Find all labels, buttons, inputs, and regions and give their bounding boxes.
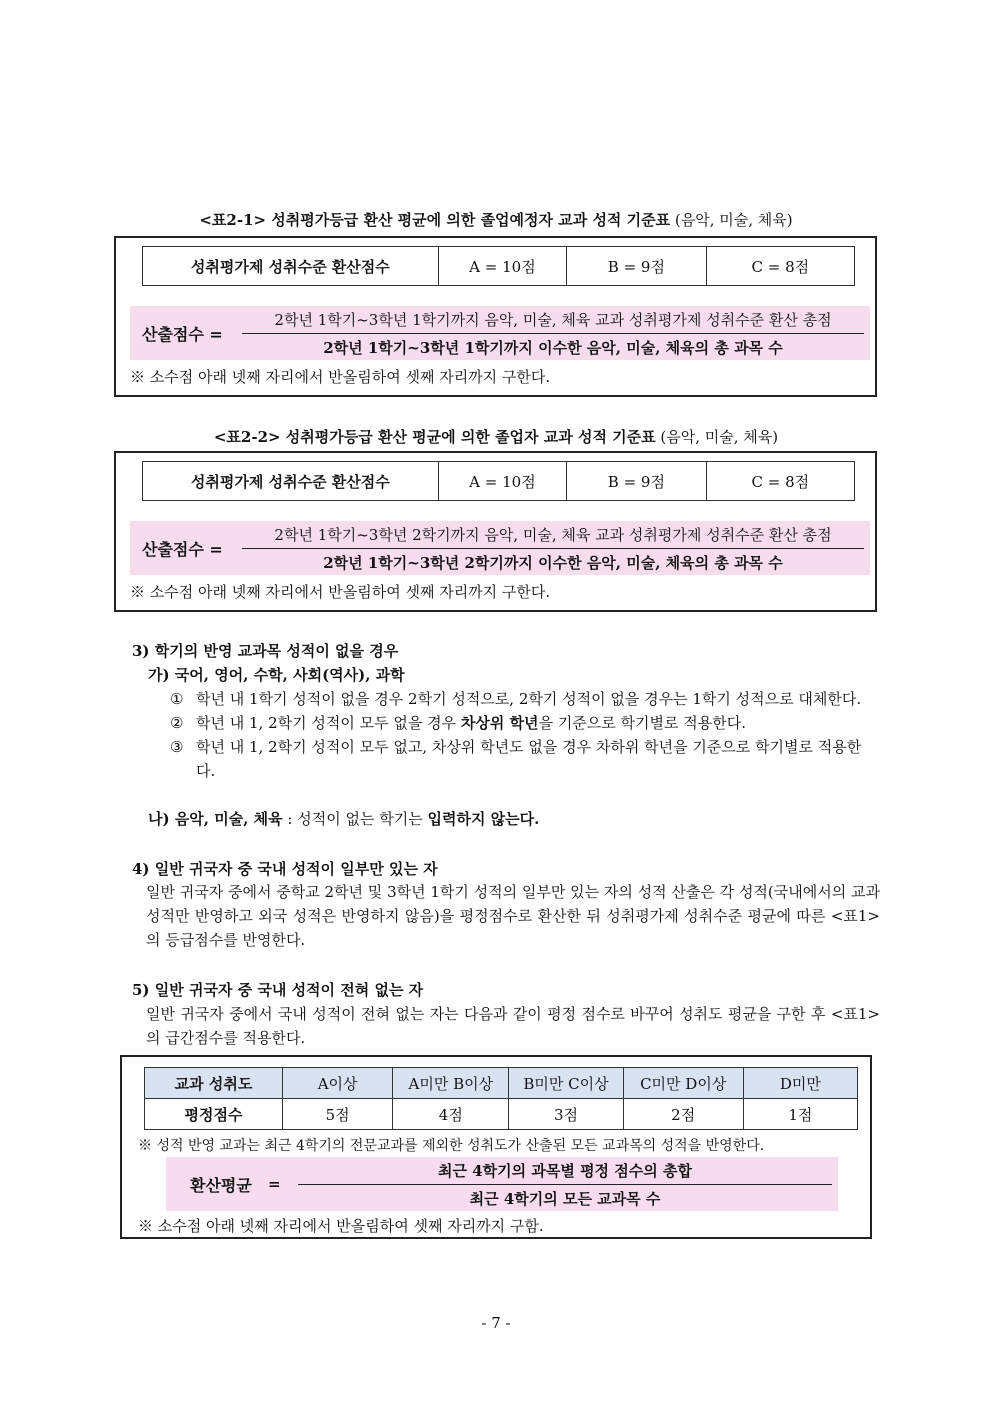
table-row bbox=[143, 462, 855, 501]
table-3-frame bbox=[120, 1055, 872, 1239]
table-2-2-caption bbox=[0, 426, 992, 447]
grade-b-cell: B = 9점 bbox=[567, 462, 706, 501]
table-2-2-grade-table bbox=[142, 461, 855, 501]
score-cell: 4점 bbox=[393, 1099, 509, 1130]
formula-label: 산출점수 = bbox=[142, 324, 223, 344]
table-2-2-frame bbox=[114, 451, 877, 612]
formula-numerator: 2학년 1학기~3학년 1학기까지 음악, 미술, 체육 교과 성취평가제 성취수준 환산 총점 bbox=[242, 307, 864, 334]
table-row bbox=[145, 1068, 858, 1099]
score-cell: 5점 bbox=[283, 1099, 393, 1130]
grade-b-cell: B = 9점 bbox=[567, 247, 706, 286]
grade-c-cell: C = 8점 bbox=[706, 247, 854, 286]
conversion-table bbox=[144, 1067, 858, 1130]
item-text: 학년 내 1, 2학기 성적이 모두 없고, 차상위 학년도 없을 경우 차하위 학년을 기준으로 학기별로 적용한다. bbox=[196, 738, 862, 780]
grade-header-cell: 성취평가제 성취수준 환산점수 bbox=[143, 247, 439, 286]
caption-suffix: (음악, 미술, 체육) bbox=[670, 211, 793, 229]
grade-a-cell: A = 10점 bbox=[438, 247, 566, 286]
section-3-heading: 3) 학기의 반영 교과목 성적이 없을 경우 bbox=[132, 642, 399, 660]
item-marker: ② bbox=[170, 714, 184, 732]
table-row bbox=[143, 247, 855, 286]
list-item bbox=[170, 735, 880, 783]
header-cell: D미만 bbox=[743, 1068, 857, 1099]
row-label-cell: 평정점수 bbox=[145, 1099, 283, 1130]
section-3-sub-a: 가) 국어, 영어, 수학, 사회(역사), 과학 bbox=[148, 666, 405, 684]
formula-equals: = bbox=[268, 1175, 281, 1193]
formula-fraction bbox=[242, 522, 864, 575]
rounding-note: ※ 소수점 아래 넷째 자리에서 반올림하여 셋째 자리까지 구한다. bbox=[130, 583, 551, 601]
formula-denominator: 2학년 1학기~3학년 2학기까지 이수한 음악, 미술, 체육의 총 과목 수 bbox=[323, 553, 783, 572]
caption-suffix: (음악, 미술, 체육) bbox=[655, 428, 779, 446]
score-cell: 1점 bbox=[743, 1099, 857, 1130]
caption-title: <표2-2> 성취평가등급 환산 평균에 의한 졸업자 교과 성적 기준표 bbox=[213, 428, 656, 446]
grade-c-cell: C = 8점 bbox=[706, 462, 854, 501]
table-2-1-frame bbox=[114, 236, 877, 397]
item-text-part: 학년 내 1, 2학기 성적이 모두 없을 경우 bbox=[196, 714, 461, 732]
formula-box bbox=[130, 306, 870, 360]
section-5-text: 일반 귀국자 중에서 국내 성적이 전혀 없는 자는 다음과 같이 평정 점수로 바꾸어 성취도 평균을 구한 후 <표1>의 급간점수를 적용한다. bbox=[146, 1005, 880, 1047]
header-cell: A미만 B이상 bbox=[393, 1068, 509, 1099]
item-marker: ① bbox=[170, 690, 184, 708]
rounding-note: ※ 소수점 아래 넷째 자리에서 반올림하여 셋째 자리까지 구한다. bbox=[130, 368, 551, 386]
list-item bbox=[170, 711, 880, 735]
item-text bbox=[196, 711, 746, 735]
list-item bbox=[170, 687, 880, 711]
rounding-note: ※ 소수점 아래 넷째 자리에서 반올림하여 셋째 자리까지 구함. bbox=[138, 1217, 544, 1235]
formula-fraction bbox=[242, 307, 864, 360]
formula-label: 환산평균 bbox=[190, 1175, 252, 1195]
sub-b-text: : 성적이 없는 학기는 bbox=[282, 810, 428, 828]
formula-label: 산출점수 = bbox=[142, 539, 223, 559]
header-cell: A이상 bbox=[283, 1068, 393, 1099]
item-text: 학년 내 1학기 성적이 없을 경우 2학기 성적으로, 2학기 성적이 없을 경우는 1학기 성적으로 대체한다. bbox=[196, 690, 862, 708]
item-text-bold: 차상위 학년 bbox=[460, 714, 539, 732]
header-cell: 교과 성취도 bbox=[145, 1068, 283, 1099]
grade-header-cell: 성취평가제 성취수준 환산점수 bbox=[143, 462, 439, 501]
header-cell: B미만 C이상 bbox=[509, 1068, 623, 1099]
item-marker: ③ bbox=[170, 738, 184, 756]
formula-fraction bbox=[298, 1158, 832, 1211]
table-row bbox=[145, 1099, 858, 1130]
sub-b-label: 나) 음악, 미술, 체육 bbox=[148, 810, 283, 828]
score-cell: 2점 bbox=[623, 1099, 743, 1130]
formula-denominator: 2학년 1학기~3학년 1학기까지 이수한 음악, 미술, 체육의 총 과목 수 bbox=[323, 338, 783, 357]
table-2-1-grade-table bbox=[142, 246, 855, 286]
section-3-sub-b bbox=[148, 808, 539, 829]
item-text-part: 을 기준으로 학기별로 적용한다. bbox=[538, 714, 747, 732]
table-3-note: ※ 성적 반영 교과는 최근 4학기의 전문교과를 제외한 성취도가 산출된 모든 교과목의 성적을 반영한다. bbox=[138, 1138, 765, 1154]
formula-numerator: 2학년 1학기~3학년 2학기까지 음악, 미술, 체육 교과 성취평가제 성취수준 환산 총점 bbox=[242, 522, 864, 549]
section-4-heading: 4) 일반 귀국자 중 국내 성적이 일부만 있는 자 bbox=[132, 860, 438, 878]
section-4-text: 일반 귀국자 중에서 중학교 2학년 및 3학년 1학기 성적의 일부만 있는 자의 성적 산출은 각 성적(국내에서의 교과 성적만 반영하고 외국 성적은 반영하지 않음)을 평정점수로 환산한 뒤 성취평가제 성취수준 평균에 따른 <표1>의 등급점수를 반영한다. bbox=[146, 883, 880, 949]
formula-box bbox=[166, 1157, 838, 1211]
table-2-1-caption bbox=[0, 209, 992, 230]
sub-b-emphasis: 입력하지 않는다. bbox=[427, 810, 540, 828]
section-3-items bbox=[170, 687, 880, 783]
grade-a-cell: A = 10점 bbox=[438, 462, 566, 501]
score-cell: 3점 bbox=[509, 1099, 623, 1130]
formula-box bbox=[130, 521, 870, 575]
header-cell: C미만 D이상 bbox=[623, 1068, 743, 1099]
formula-denominator: 최근 4학기의 모든 교과목 수 bbox=[469, 1189, 661, 1208]
section-5-heading: 5) 일반 귀국자 중 국내 성적이 전혀 없는 자 bbox=[132, 981, 424, 999]
caption-title: <표2-1> 성취평가등급 환산 평균에 의한 졸업예정자 교과 성적 기준표 bbox=[199, 211, 671, 229]
formula-numerator: 최근 4학기의 과목별 평정 점수의 총합 bbox=[298, 1158, 832, 1185]
page-number: - 7 - bbox=[481, 1314, 511, 1332]
